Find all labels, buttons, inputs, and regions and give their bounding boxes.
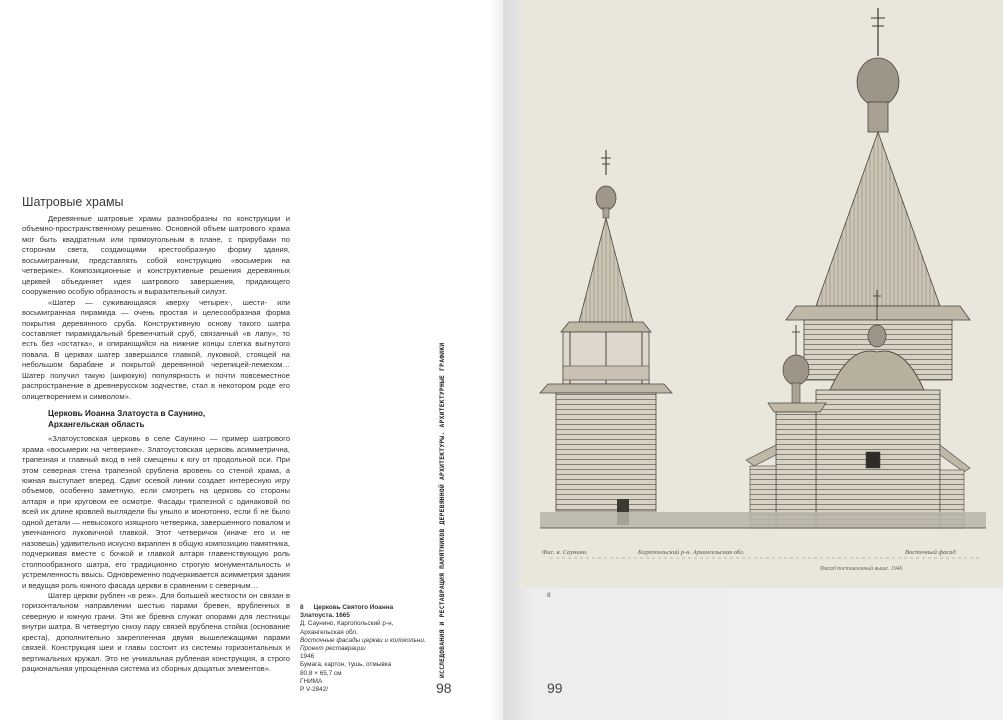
paragraph: Шатер церкви рублен «в реж». Для большей жесткости он связан в горизонтальном направлении шестью парами бревен, врубленных в северную и южную грани. Эти же бревна служат опорами для лестницы внутри шатра. В четвертую снизу пару связей врублена стойка (основание креста), дополнительно закрепленная двумя вышележащими парами связей. Конструкция шеи и главы состоит из системы горизонтальных и вертикальных кружал. Это не уникальная рубленая конструкция, а строго рациональная упрощенная система из сборных дощатых элементов». (22, 590, 290, 674)
caption-subject: Восточные фасады церкви и колокольни. (300, 636, 426, 644)
church-elevation-drawing (520, 0, 1003, 588)
paragraph: Деревянные шатровые храмы разнообразны по конструкции и объемно-пространственному решению. Основной объем шатрового храма мог быть квадратным или прямоугольным в плане, с прирубами по сторонам света, создающими крестообразную форму здания, восьмигранным, представлять собой конструкцию «восьмерик на четверике». Композиционные и конструктивные решения деревянных церквей объединяет идея шатрового завершения, придающего сооружению особую образность и выразительный силуэт. (22, 214, 290, 297)
body-text (22, 214, 290, 675)
caption-inventory: Р V-2842/ (300, 686, 329, 694)
caption-title-2: Златоуста. 1665 (300, 612, 350, 620)
caption-collection: ГНИМА (300, 677, 323, 685)
ground-line (540, 512, 986, 528)
drawing-inscription: Фас. в. Саунино. (542, 549, 588, 556)
section-title: Шатровые храмы (22, 195, 124, 209)
right-page (503, 0, 1003, 720)
subsection-title (48, 408, 290, 430)
caption-dimensions: 80,8 × 65,7 см (300, 669, 342, 677)
caption-year: 1946 (300, 653, 315, 661)
architectural-drawing (520, 0, 1003, 588)
figure-caption (300, 604, 430, 694)
subsection-title-line: Архангельская область (48, 420, 145, 430)
drawing-inscription: Каргопольский р-н. Архангельская обл. (638, 549, 745, 556)
caption-medium: Бумага, картон, тушь, отмывка (300, 661, 392, 669)
caption-region: Архангельская обл. (300, 628, 358, 636)
paragraph: «Шатер — суживающаяся кверху четырех-, шести- или восьмигранная пирамида — очень простая и целесообразная форма покрытия деревянного сруба. Конструктивную основу такого шатра составляет пирамидальный бревенчатый сруб, связанный «в лапу», то есть без «остатка», и опирающийся на нижние концы слегка выгнутого повала. В церквах шатер завершался главкой, луковкой, стоящей на небольшом барабане и покрытой деревянной черепицей-лемехом… Шатер получил такую (широкую) популярность и почти повсеместное распространение в древнерусском зодчестве, стал в некотором роде его олицетворением и символом». (22, 297, 290, 401)
plate-number: 8 (547, 592, 551, 599)
caption-title: Церковь Святого Иоанна (313, 604, 394, 611)
running-head-text: ИССЛЕДОВАНИЯ И РЕСТАВРАЦИЯ ПАМЯТНИКОВ ДЕРЕВЯННОЙ АРХИТЕКТУРЫ. АРХИТЕКТУРНЫЕ ГРАФИКИ (439, 342, 446, 678)
paragraph: «Златоустовская церковь в селе Саунино — пример шатрового храма «восьмерик на четверике». Златоустовская церковь асимметрична, трапезная и главный вход в ней смещены к югу от продольной оси. При этом северная стена трапезной срублена вровень со стеной храма, а южная выступает вперед. Сдвиг осевой линии создает интересную игру объемов, особенно заметную, если смотреть на церковь со стороны алтаря и при круговом ее осмотре. Фасады трапезной с одинаковой по всей их длине кровлей выглядели бы уныло и монотонно, если б не было одной детали — невысокого изящного четверика, завершенного повалом и увенчанного луковичной главкой. Этот четверичок (иначе его и не назовешь) удивительно искусно вкраплен в общую композицию памятника, подчеркивая вместе с бочкой и главкой алтаря главенствующую роль столпообразного шатра, его традиционно строгую монументальность и устремленность ввысь. Одновременно подчеркивается асимметрия здания и ведущая роль южного фасада церкви в сравнении с северным… (22, 434, 290, 590)
caption-subject-2: Проект реставрации (300, 645, 366, 653)
drawing-inscription: Фасад поставленный выше. 1946 (820, 566, 903, 572)
subsection-title-line: Церковь Иоанна Златоуста в Саунино, (48, 409, 206, 419)
page-number-right: 99 (547, 680, 563, 696)
caption-number: 8 (300, 604, 304, 611)
page-number-left: 98 (436, 680, 452, 696)
caption-location: Д. Саунино, Каргопольский р-н, (300, 620, 394, 628)
running-head (437, 342, 451, 678)
drawing-inscription: Восточный фасад (905, 549, 956, 556)
